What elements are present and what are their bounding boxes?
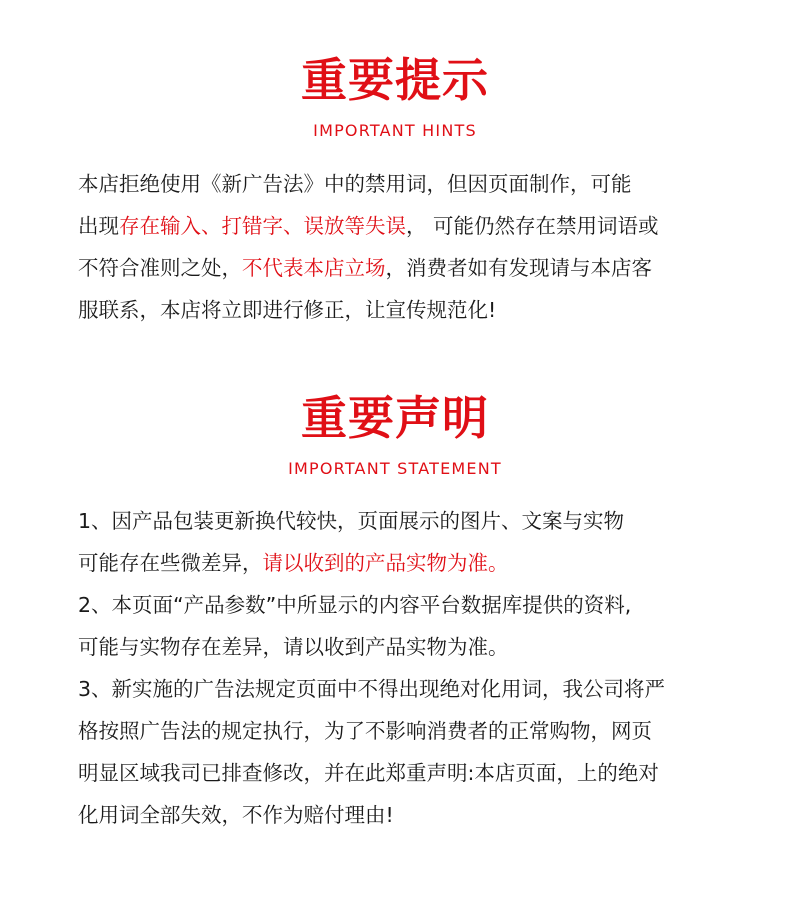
text-line <box>78 626 718 668</box>
statement-subtitle: IMPORTANT STATEMENT <box>288 459 502 478</box>
text-line <box>78 205 718 247</box>
plain-text: 可能与实物存在差异，请以收到产品实物为准。 <box>78 635 509 659</box>
text-line <box>78 163 718 205</box>
plain-text: 服联系，本店将立即进行修正，让宣传规范化! <box>78 298 497 322</box>
text-line <box>78 668 718 710</box>
statement-body <box>78 500 718 836</box>
plain-text: 3、新实施的广告法规定页面中不得出现绝对化用词，我公司将严 <box>78 677 666 701</box>
text-line <box>78 500 718 542</box>
plain-text: ，消费者如有发现请与本店客 <box>385 256 652 280</box>
hints-subtitle: IMPORTANT HINTS <box>313 121 477 140</box>
plain-text: 2、本页面“产品参数”中所显示的内容平台数据库提供的资料, <box>78 593 632 617</box>
hints-title: 重要提示 <box>301 53 489 107</box>
statement-title: 重要声明 <box>301 391 489 445</box>
text-line <box>78 247 718 289</box>
plain-text: ， 可能仍然存在禁用词语或 <box>406 214 659 238</box>
plain-text: 出现 <box>78 214 119 238</box>
text-line <box>78 752 718 794</box>
highlight-text: 存在输入、打错字、误放等失误 <box>119 214 406 238</box>
highlight-text: 不代表本店立场 <box>242 256 386 280</box>
plain-text: 格按照广告法的规定执行，为了不影响消费者的正常购物，网页 <box>78 719 652 743</box>
plain-text: 可能存在些微差异， <box>78 551 263 575</box>
text-line <box>78 794 718 836</box>
plain-text: 1、因产品包装更新换代较快，页面展示的图片、文案与实物 <box>78 509 625 533</box>
text-line <box>78 542 718 584</box>
text-line <box>78 584 718 626</box>
plain-text: 不符合准则之处， <box>78 256 242 280</box>
plain-text: 化用词全部失效，不作为赔付理由! <box>78 803 394 827</box>
hints-body <box>78 163 718 331</box>
highlight-text: 请以收到的产品实物为准。 <box>262 551 509 575</box>
text-line <box>78 710 718 752</box>
plain-text: 本店拒绝使用《新广告法》中的禁用词，但因页面制作，可能 <box>78 172 632 196</box>
text-line <box>78 289 718 331</box>
plain-text: 明显区域我司已排查修改，并在此郑重声明:本店页面，上的绝对 <box>78 761 659 785</box>
